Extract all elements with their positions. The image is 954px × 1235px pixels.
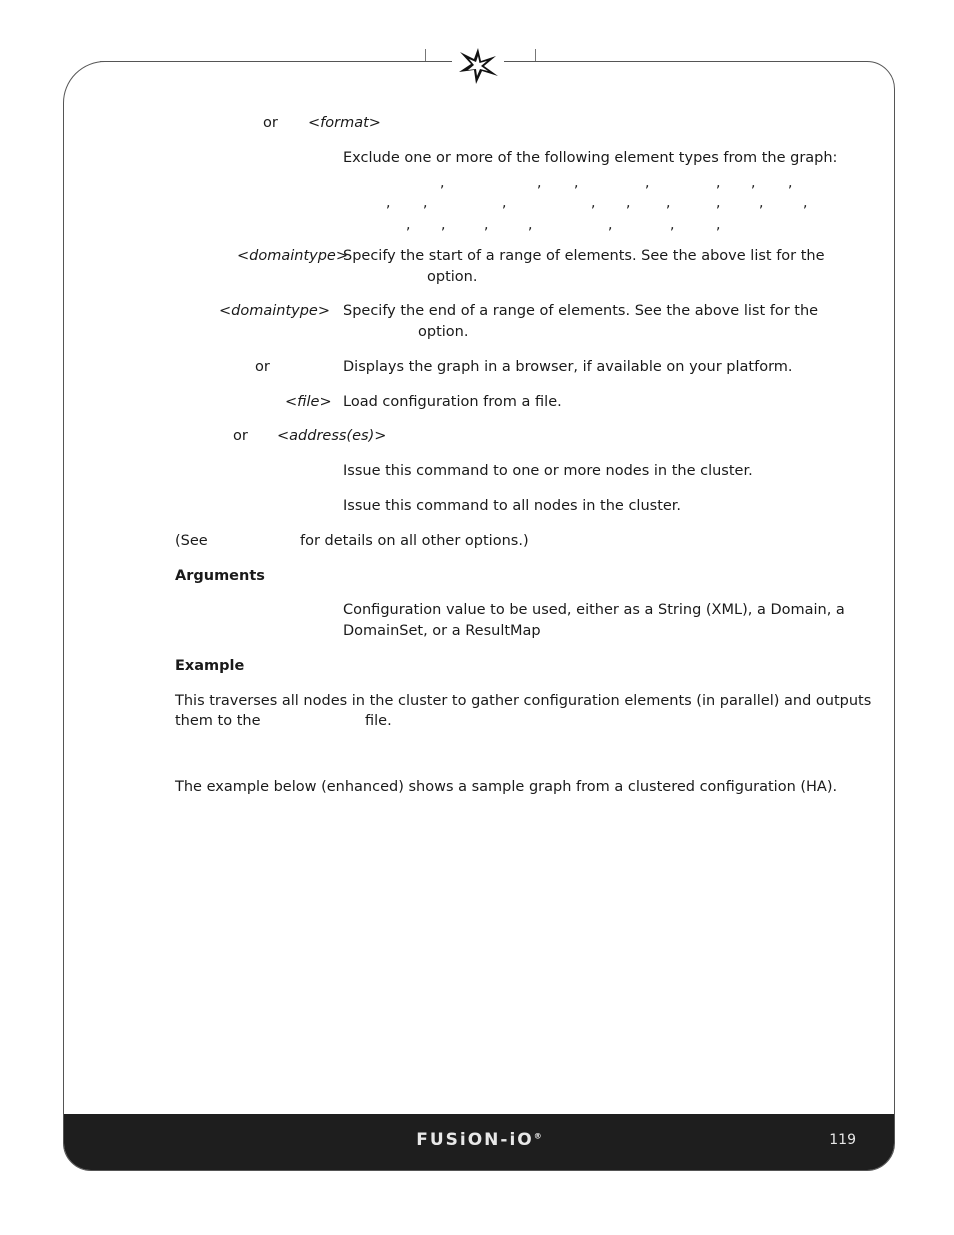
format-or-text: or bbox=[263, 115, 278, 131]
list-comma: , bbox=[751, 175, 756, 191]
list-comma: , bbox=[441, 217, 446, 233]
list-comma: , bbox=[645, 175, 650, 191]
format-parameter: <format> bbox=[308, 115, 381, 131]
see-also-suffix: for details on all other options.) bbox=[300, 533, 529, 549]
list-comma: , bbox=[626, 195, 631, 211]
list-comma: , bbox=[440, 175, 445, 191]
address-description: Issue this command to one or more nodes in the cluster. bbox=[343, 463, 753, 479]
list-comma: , bbox=[716, 195, 721, 211]
end-description-line-1: Specify the end of a range of elements. See the above list for the bbox=[343, 303, 819, 319]
end-description-line-2: option. bbox=[418, 324, 469, 340]
list-comma: , bbox=[423, 195, 428, 211]
address-or-text: or bbox=[233, 428, 248, 444]
list-comma: , bbox=[759, 195, 764, 211]
arguments-description-line-2: DomainSet, or a ResultMap bbox=[343, 623, 541, 639]
start-description-line-2: option. bbox=[427, 269, 478, 285]
list-comma: , bbox=[608, 217, 613, 233]
exclude-description: Exclude one or more of the following element types from the graph: bbox=[343, 150, 838, 166]
list-comma: , bbox=[406, 217, 411, 233]
start-description-line-1: Specify the start of a range of elements. See the above list for the bbox=[343, 248, 825, 264]
list-comma: , bbox=[666, 195, 671, 211]
page-number: 119 bbox=[829, 1132, 856, 1148]
footer-brand-logo: FUSiON-iO® bbox=[416, 1130, 542, 1150]
list-comma: , bbox=[803, 195, 808, 211]
list-comma: , bbox=[716, 175, 721, 191]
start-parameter: <domaintype> bbox=[237, 248, 348, 264]
browser-description: Displays the graph in a browser, if available on your platform. bbox=[343, 359, 793, 375]
list-comma: , bbox=[574, 175, 579, 191]
arguments-heading: Arguments bbox=[175, 568, 265, 584]
list-comma: , bbox=[591, 195, 596, 211]
browser-or-text: or bbox=[255, 359, 270, 375]
example-description-prefix: them to the bbox=[175, 713, 261, 729]
arguments-description-line-1: Configuration value to be used, either as a String (XML), a Domain, a bbox=[343, 602, 845, 618]
list-comma: , bbox=[537, 175, 542, 191]
list-comma: , bbox=[716, 217, 721, 233]
list-comma: , bbox=[484, 217, 489, 233]
list-comma: , bbox=[502, 195, 507, 211]
list-comma: , bbox=[670, 217, 675, 233]
all-nodes-description: Issue this command to all nodes in the cluster. bbox=[343, 498, 682, 514]
example-description-suffix: file. bbox=[365, 713, 392, 729]
end-parameter: <domaintype> bbox=[219, 303, 330, 319]
see-also-prefix: (See bbox=[175, 533, 208, 549]
file-description: Load configuration from a file. bbox=[343, 394, 562, 410]
list-comma: , bbox=[528, 217, 533, 233]
file-parameter: <file> bbox=[285, 394, 332, 410]
list-comma: , bbox=[788, 175, 793, 191]
fusion-io-star-logo-icon bbox=[452, 44, 504, 86]
graph-note: The example below (enhanced) shows a sample graph from a clustered configuration (HA). bbox=[175, 779, 838, 795]
address-parameter: <address(es)> bbox=[277, 428, 387, 444]
list-comma: , bbox=[386, 195, 391, 211]
example-description-line-1: This traverses all nodes in the cluster to gather configuration elements (in parallel) and outputs bbox=[175, 693, 872, 709]
example-heading: Example bbox=[175, 658, 245, 674]
page-footer bbox=[64, 1114, 894, 1170]
